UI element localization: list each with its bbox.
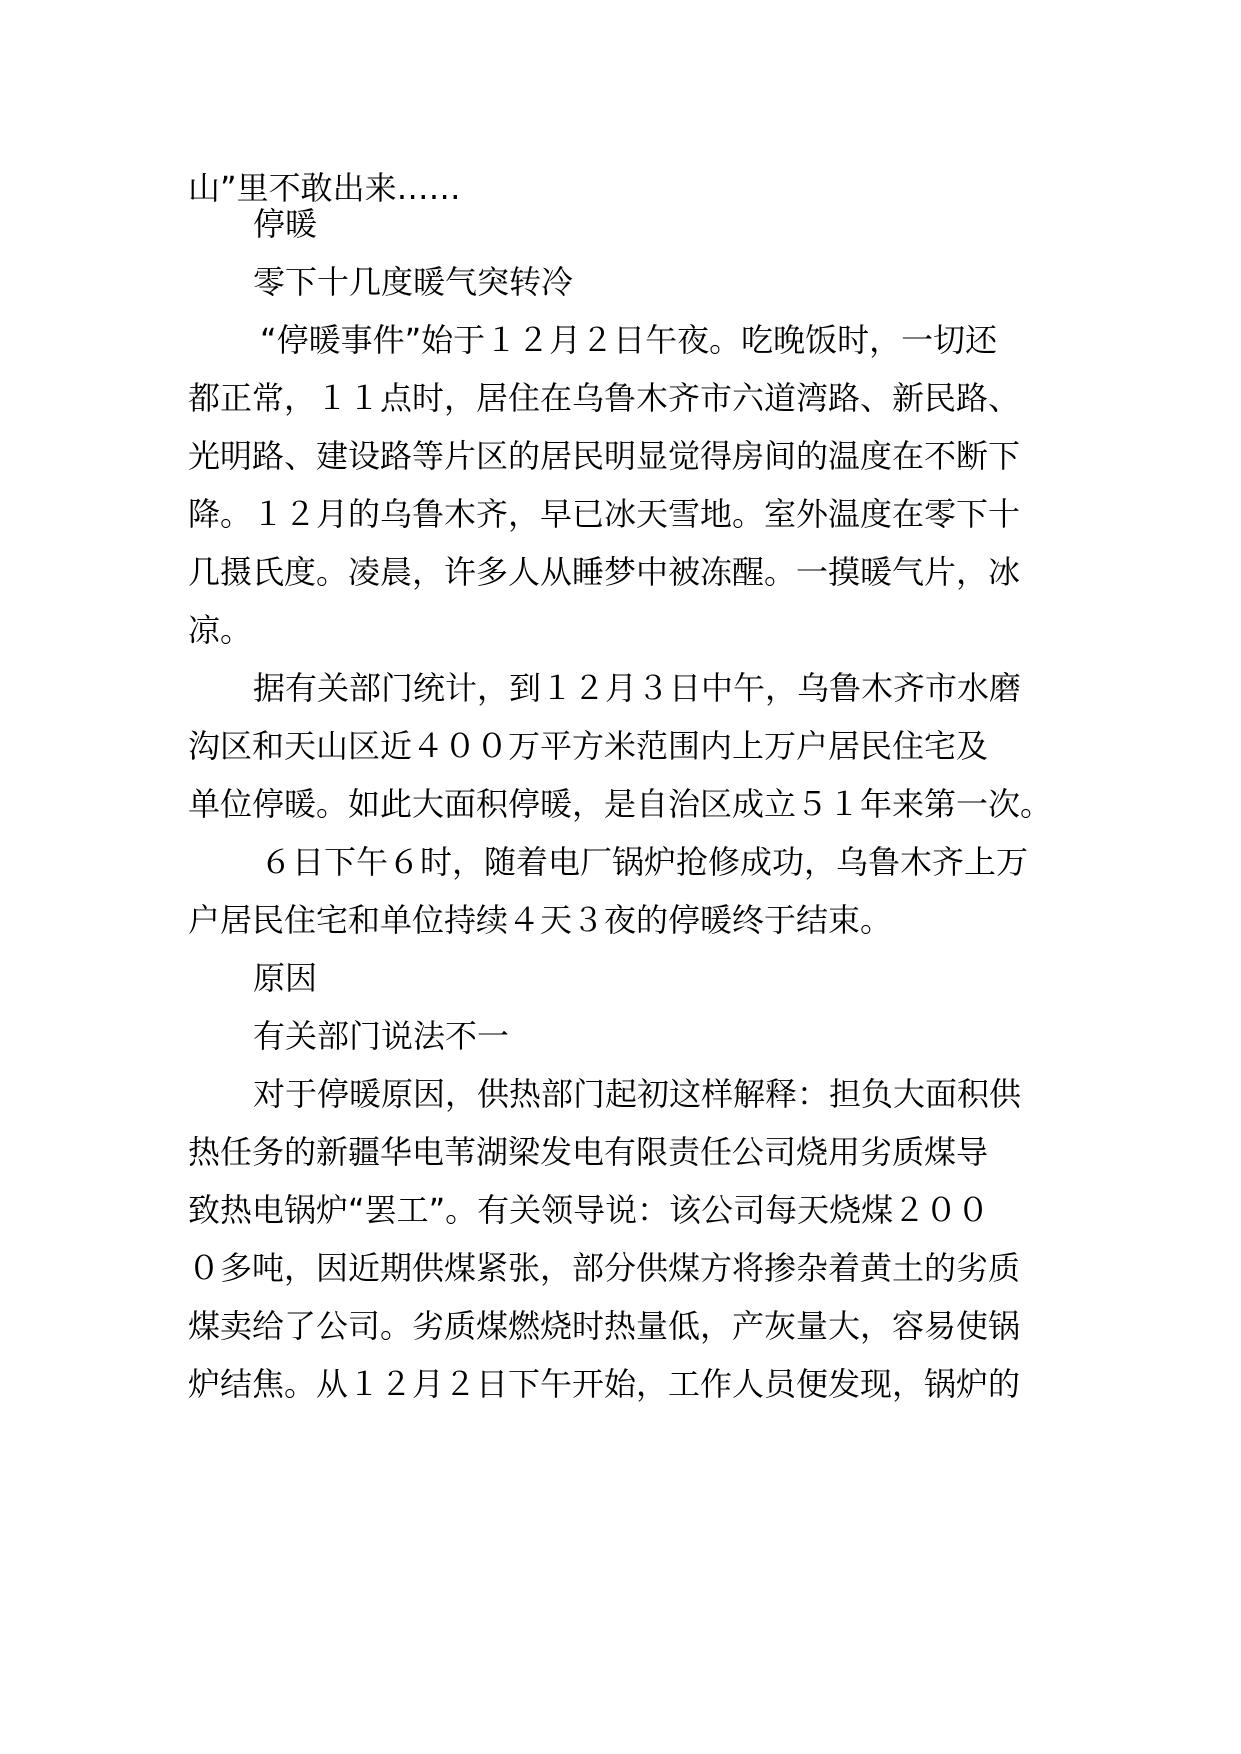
text-line-19: 致热电锅炉“罢工”。有关领导说：该公司每天烧煤２００ bbox=[188, 1191, 990, 1229]
text-line-4: “停暖事件”始于１２月２日午夜。吃晚饭时，一切还 bbox=[260, 321, 998, 359]
text-line-13: ６日下午６时，随着电厂锅炉抢修成功，乌鲁木齐上万 bbox=[260, 843, 1029, 881]
text-line-17: 对于停暖原因，供热部门起初这样解释：担负大面积供 bbox=[253, 1075, 1022, 1113]
section-heading-stop-heating: 停暖 bbox=[253, 205, 318, 243]
text-line-11: 沟区和天山区近４００万平方米范围内上万户居民住宅及 bbox=[188, 727, 989, 765]
text-line-12: 单位停暖。如此大面积停暖，是自治区成立５１年来第一次。 bbox=[188, 785, 1053, 823]
text-line-22: 炉结焦。从１２月２日下午开始，工作人员便发现，锅炉的 bbox=[188, 1365, 1021, 1403]
text-line-10: 据有关部门统计，到１２月３日中午，乌鲁木齐市水磨 bbox=[253, 669, 1022, 707]
text-line-18: 热任务的新疆华电苇湖梁发电有限责任公司烧用劣质煤导 bbox=[188, 1133, 989, 1171]
text-line-5: 都正常，１１点时，居住在乌鲁木齐市六道湾路、新民路、 bbox=[188, 379, 1021, 417]
text-line-1: 山”里不敢出来…… bbox=[188, 169, 461, 207]
subheading-different-statements: 有关部门说法不一 bbox=[253, 1017, 510, 1055]
text-line-20: ０多吨，因近期供煤紧张，部分供煤方将掺杂着黄土的劣质 bbox=[188, 1249, 1021, 1287]
subheading-temperature: 零下十几度暖气突转冷 bbox=[253, 263, 574, 301]
text-line-7: 降。１２月的乌鲁木齐，早已冰天雪地。室外温度在零下十 bbox=[188, 495, 1021, 533]
text-line-6: 光明路、建设路等片区的居民明显觉得房间的温度在不断下 bbox=[188, 437, 1021, 475]
text-line-21: 煤卖给了公司。劣质煤燃烧时热量低，产灰量大，容易使锅 bbox=[188, 1307, 1021, 1345]
section-heading-cause: 原因 bbox=[253, 959, 318, 997]
text-line-9: 凉。 bbox=[188, 611, 253, 649]
text-line-8: 几摄氏度。凌晨，许多人从睡梦中被冻醒。一摸暖气片，冰 bbox=[188, 553, 1021, 591]
text-line-14: 户居民住宅和单位持续４天３夜的停暖终于结束。 bbox=[188, 901, 893, 939]
